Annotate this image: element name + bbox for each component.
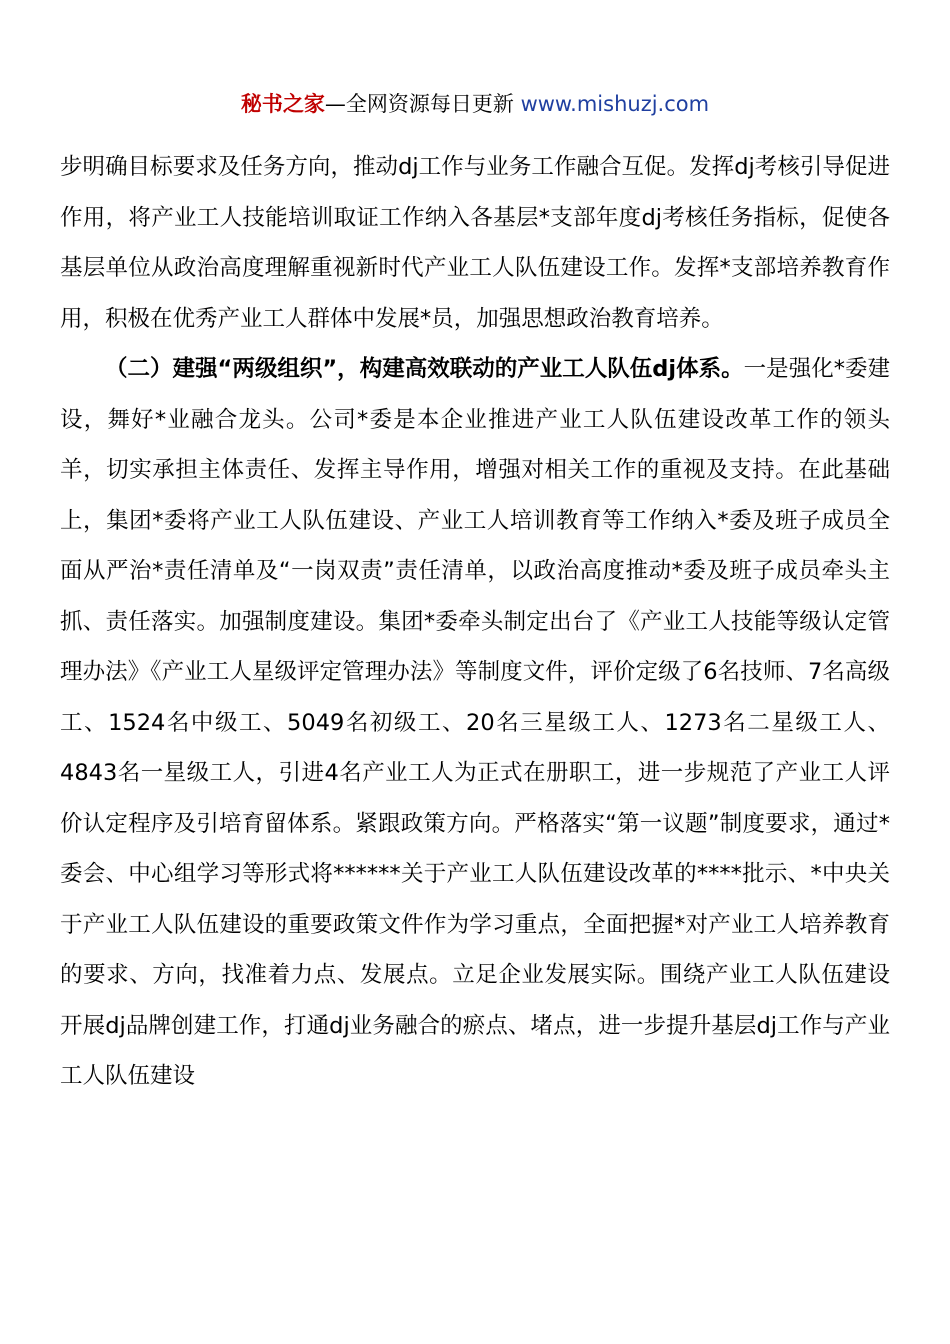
site-brand: 秘书之家 xyxy=(240,92,325,116)
site-tagline: —全网资源每日更新 xyxy=(324,92,514,116)
paragraph-continued xyxy=(60,142,890,344)
paragraph-section-two xyxy=(60,344,890,1102)
paragraph-text: 步明确目标要求及任务方向，推动dj工作与业务工作融合互促。发挥dj考核引导促进作用，将产业工人技能培训取证工作纳入各基层*支部年度dj考核任务指标，促使各基层单位从政治高度理解重视新时代产业工人队伍建设工作。发挥*支部培养教育作用，积极在优秀产业工人群体中发展*员，加强思想政治教育培养。 xyxy=(60,154,890,332)
paragraph-text: 一是强化*委建设，舞好*业融合龙头。公司*委是本企业推进产业工人队伍建设改革工作的领头羊，切实承担主体责任、发挥主导作用，增强对相关工作的重视及支持。在此基础上，集团*委将产业工人队伍建设、产业工人培训教育等工作纳入*委及班子成员全面从严治*责任清单及“一岗双责”责任清单，以政治高度推动*委及班子成员牵头主抓、责任落实。加强制度建设。集团*委牵头制定出台了《产业工人技能等级认定管理办法》《产业工人星级评定管理办法》等制度文件，评价定级了6名技师、7名高级工、1524名中级工、5049名初级工、20名三星级工人、1273名二星级工人、4843名一星级工人，引进4名产业工人为正式在册职工，进一步规范了产业工人评价认定程序及引培育留体系。紧跟政策方向。严格落实“第一议题”制度要求，通过*委会、中心组学习等形式将******关于产业工人队伍建设改革的****批示、*中央关于产业工人队伍建设的重要政策文件作为学习重点，全面把握*对产业工人培养教育的要求、方向，找准着力点、发展点。立足企业发展实际。围绕产业工人队伍建设开展dj品牌创建工作，打通dj业务融合的瘀点、堵点，进一步提升基层dj工作与产业工人队伍建设 xyxy=(60,356,890,1089)
site-header xyxy=(0,88,950,120)
document-body xyxy=(60,142,890,1102)
site-url-link[interactable]: www.mishuzj.com xyxy=(520,92,710,116)
section-heading: （二）建强“两级组织”，构建高效联动的产业工人队伍dj体系。 xyxy=(105,356,744,382)
